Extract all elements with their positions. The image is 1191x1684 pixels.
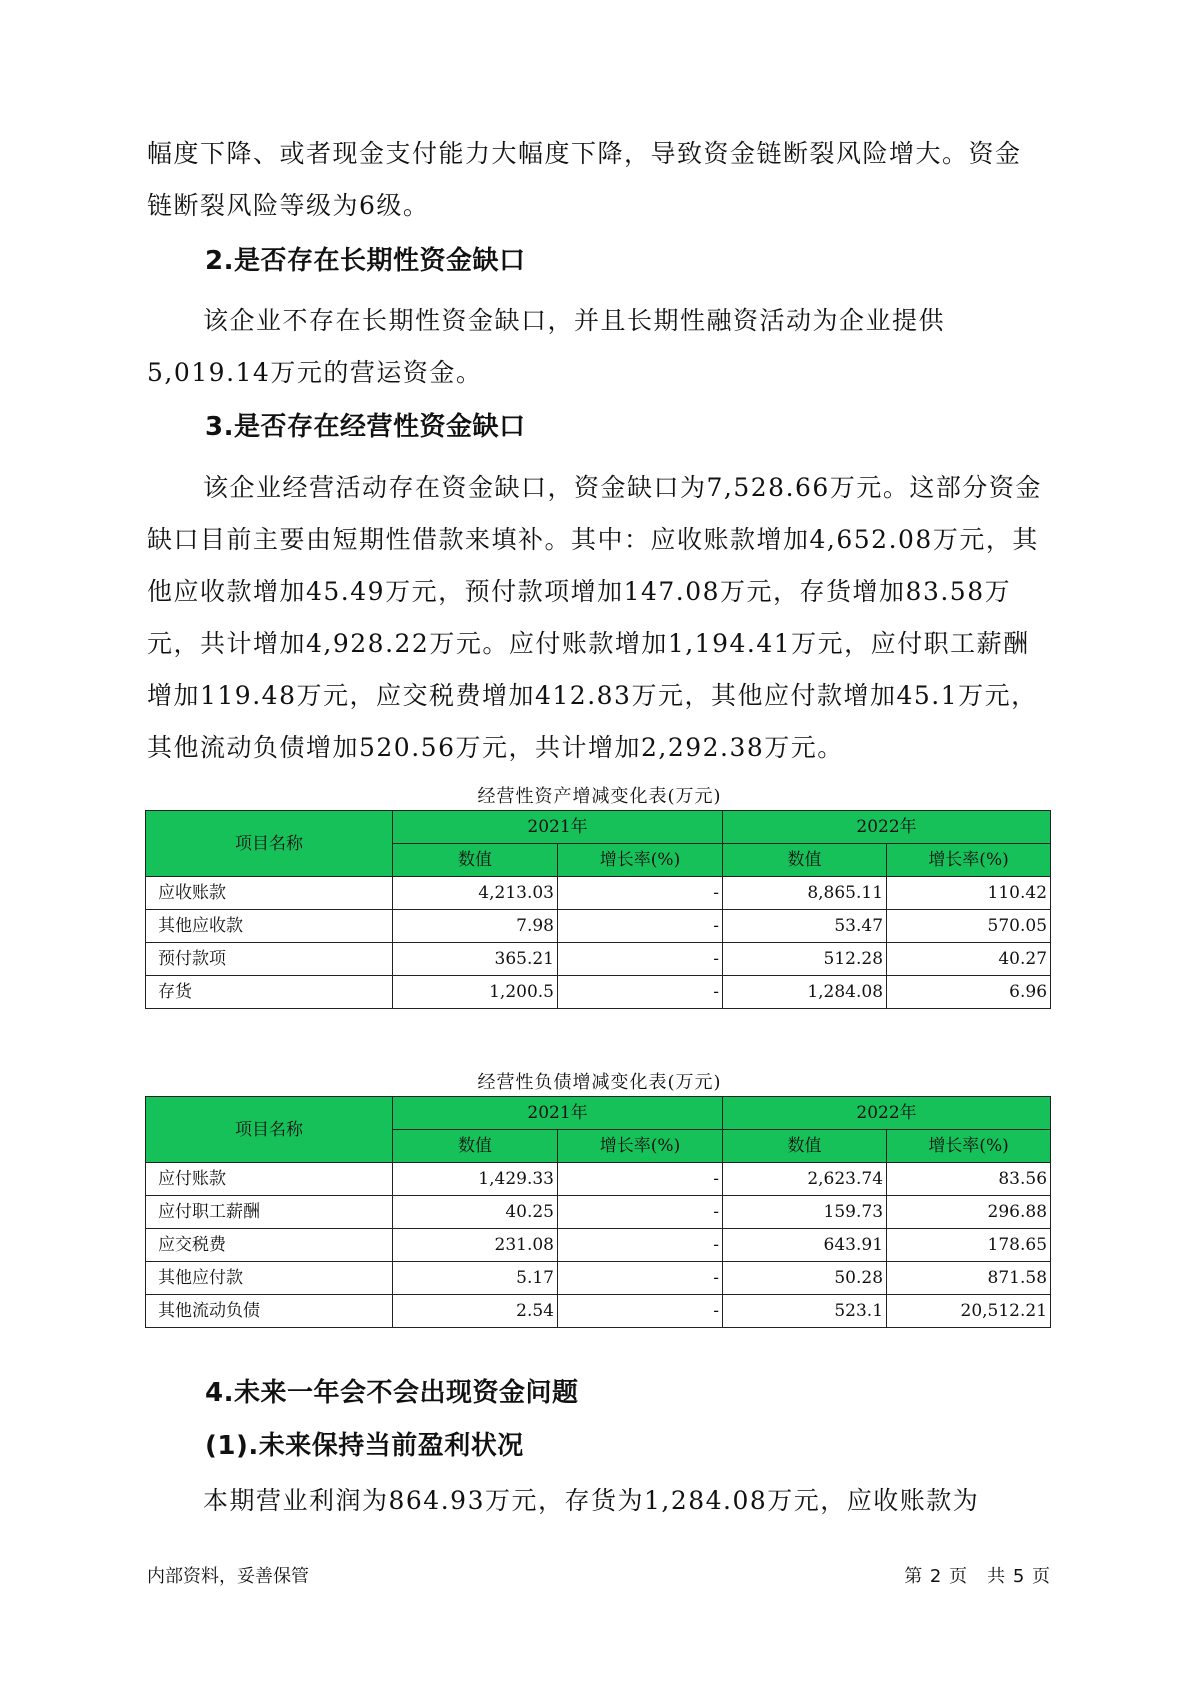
table-row (146, 1163, 1051, 1196)
growth-2022: 40.27 (887, 943, 1051, 976)
value-2021: 2.54 (393, 1295, 558, 1328)
header-value-2021: 数值 (393, 1130, 558, 1163)
growth-2021: - (558, 910, 723, 943)
header-value-2022: 数值 (723, 844, 887, 877)
footer-page-number: 第 2 页 共 5 页 (904, 1566, 1051, 1587)
value-2021: 7.98 (393, 910, 558, 943)
header-year-2022: 2022年 (723, 1097, 1051, 1130)
header-value-2021: 数值 (393, 844, 558, 877)
paragraph-risk-level: 幅度下降、或者现金支付能力大幅度下降，导致资金链断裂风险增大。资金链断裂风险等级为6级。 (147, 139, 1022, 220)
row-name: 应付职工薪酬 (146, 1196, 393, 1229)
header-growth-2021: 增长率(%) (558, 844, 723, 877)
row-name: 应付账款 (146, 1163, 393, 1196)
header-item-name: 项目名称 (146, 1097, 393, 1163)
value-2021: 4,213.03 (393, 877, 558, 910)
table-row (146, 1295, 1051, 1328)
header-growth-2022: 增长率(%) (887, 844, 1051, 877)
value-2022: 159.73 (723, 1196, 887, 1229)
heading-operating-gap: 3.是否存在经营性资金缺口 (205, 412, 526, 442)
row-name: 其他应收款 (146, 910, 393, 943)
value-2021: 40.25 (393, 1196, 558, 1229)
value-2022: 523.1 (723, 1295, 887, 1328)
heading-future-funding: 4.未来一年会不会出现资金问题 (205, 1378, 579, 1408)
liability-table-caption: 经营性负债增减变化表(万元) (477, 1072, 722, 1093)
value-2021: 1,200.5 (393, 976, 558, 1009)
asset-table-caption: 经营性资产增减变化表(万元) (477, 786, 722, 807)
value-2021: 365.21 (393, 943, 558, 976)
value-2022: 2,623.74 (723, 1163, 887, 1196)
row-name: 预付款项 (146, 943, 393, 976)
header-value-2022: 数值 (723, 1130, 887, 1163)
value-2022: 643.91 (723, 1229, 887, 1262)
value-2021: 231.08 (393, 1229, 558, 1262)
table-row (146, 1229, 1051, 1262)
heading-long-term-gap: 2.是否存在长期性资金缺口 (205, 246, 526, 276)
row-name: 其他流动负债 (146, 1295, 393, 1328)
growth-2021: - (558, 877, 723, 910)
row-name: 其他应付款 (146, 1262, 393, 1295)
value-2021: 5.17 (393, 1262, 558, 1295)
growth-2021: - (558, 943, 723, 976)
growth-2022: 178.65 (887, 1229, 1051, 1262)
value-2022: 8,865.11 (723, 877, 887, 910)
table-header-row (146, 811, 1051, 844)
table-row (146, 1196, 1051, 1229)
value-2022: 53.47 (723, 910, 887, 943)
growth-2022: 110.42 (887, 877, 1051, 910)
growth-2022: 20,512.21 (887, 1295, 1051, 1328)
row-name: 存货 (146, 976, 393, 1009)
header-year-2022: 2022年 (723, 811, 1051, 844)
growth-2021: - (558, 1196, 723, 1229)
growth-2022: 83.56 (887, 1163, 1051, 1196)
header-item-name: 项目名称 (146, 811, 393, 877)
value-2022: 512.28 (723, 943, 887, 976)
value-2021: 1,429.33 (393, 1163, 558, 1196)
table-row (146, 877, 1051, 910)
header-growth-2021: 增长率(%) (558, 1130, 723, 1163)
value-2022: 50.28 (723, 1262, 887, 1295)
growth-2022: 570.05 (887, 910, 1051, 943)
row-name: 应收账款 (146, 877, 393, 910)
paragraph-long-term-gap: 该企业不存在长期性资金缺口，并且长期性融资活动为企业提供5,019.14万元的营运资金。 (147, 306, 946, 387)
growth-2022: 871.58 (887, 1262, 1051, 1295)
paragraph-future-profit: 本期营业利润为864.93万元，存货为1,284.08万元，应收账款为 (203, 1486, 980, 1515)
header-growth-2022: 增长率(%) (887, 1130, 1051, 1163)
growth-2022: 6.96 (887, 976, 1051, 1009)
growth-2021: - (558, 1163, 723, 1196)
heading-keep-profit: (1).未来保持当前盈利状况 (205, 1431, 524, 1461)
liability-change-table (145, 1096, 1051, 1328)
growth-2021: - (558, 1295, 723, 1328)
table-header-row (146, 1097, 1051, 1130)
growth-2022: 296.88 (887, 1196, 1051, 1229)
table-row (146, 976, 1051, 1009)
header-year-2021: 2021年 (393, 811, 723, 844)
value-2022: 1,284.08 (723, 976, 887, 1009)
growth-2021: - (558, 1262, 723, 1295)
header-year-2021: 2021年 (393, 1097, 723, 1130)
table-row (146, 1262, 1051, 1295)
row-name: 应交税费 (146, 1229, 393, 1262)
footer-confidential-note: 内部资料，妥善保管 (147, 1566, 309, 1587)
table-row (146, 943, 1051, 976)
asset-change-table (145, 810, 1051, 1009)
growth-2021: - (558, 976, 723, 1009)
table-row (146, 910, 1051, 943)
paragraph-operating-gap: 该企业经营活动存在资金缺口，资金缺口为7,528.66万元。这部分资金缺口目前主要由短期性借款来填补。其中：应收账款增加4,652.08万元，其他应收款增加45.49万元，预付款项增加147.08万元，存货增加83.58万元，共计增加4,928.22万元。应付账款增加1,194.41万元，应付职工薪酬增加119.48万元，应交税费增加412.83万元，其他应付款增加45.1万元，其他流动负债增加520.56万元，共计增加2,292.38万元。 (147, 473, 1042, 762)
growth-2021: - (558, 1229, 723, 1262)
